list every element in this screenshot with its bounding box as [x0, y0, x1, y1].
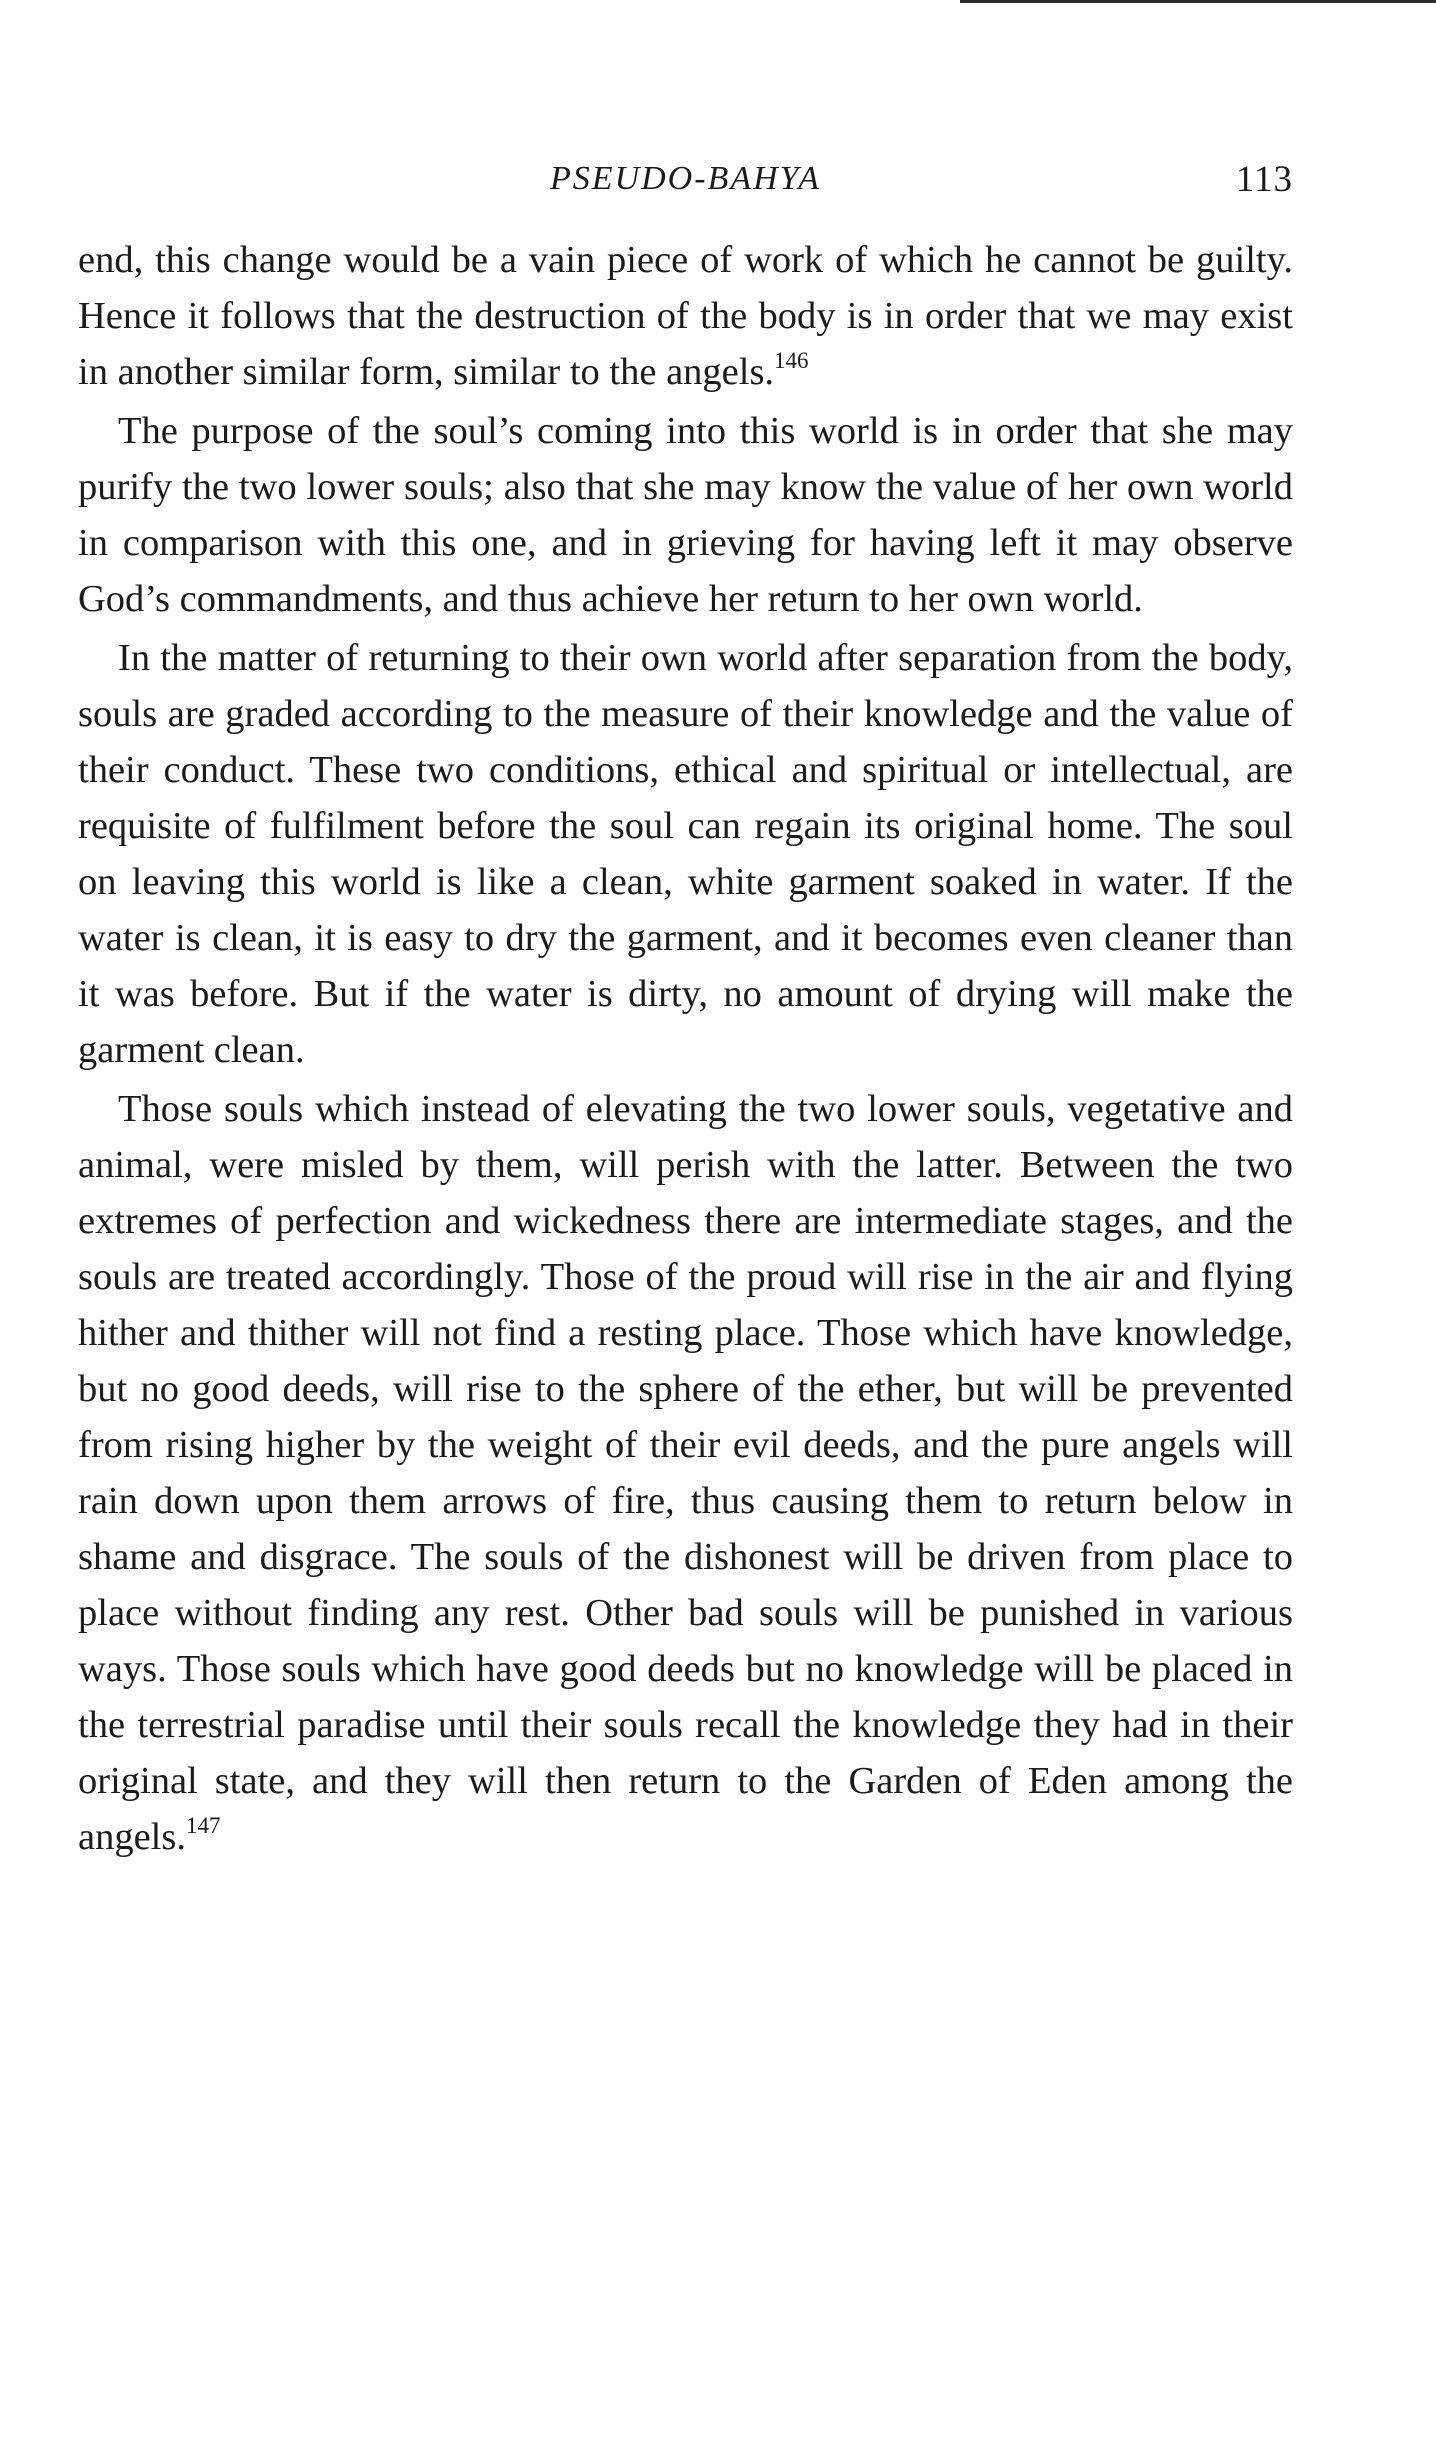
paragraph-text: In the matter of returning to their own world after separation from the body, souls are graded according to the measure of their knowledge and the value of their conduct. These two conditions, ethical and spiritual or intellectual, are requisite of fulfilment before the soul can regain its original home. The soul on leaving this world is like a clean, white garment soaked in water. If the water is clean, it is easy to dry the garment, and it becomes even cleaner than it was before. But if the water is dirty, no amount of drying will make the garment clean. [78, 637, 1293, 1071]
paragraph-text: end, this change would be a vain piece of work of which he cannot be guilty. Hence it follows that the destruction of the body is in order that we may exist in another similar form, similar to the angels. [78, 239, 1293, 393]
running-head [78, 150, 1293, 210]
running-title: PSEUDO-BAHYA [550, 160, 821, 197]
body-text [78, 232, 1293, 1865]
page-number: 113 [1235, 159, 1293, 200]
paragraph-2 [78, 403, 1293, 627]
footnote-ref-147: 147 [185, 1813, 221, 1838]
paragraph-3 [78, 630, 1293, 1078]
paragraph-1 [78, 232, 1293, 400]
paragraph-text: Those souls which instead of elevating the two lower souls, vegetative and animal, were misled by them, will perish with the latter. Between the two extremes of perfection and wickedness there are intermediate stages, and the souls are treated accordingly. Those of the proud will rise in the air and flying hither and thither will not find a resting place. Those which have knowledge, but no good deeds, will rise to the sphere of the ether, but will be prevented from rising higher by the weight of their evil deeds, and the pure angels will rain down upon them arrows of fire, thus causing them to return below in shame and disgrace. The souls of the dishonest will be driven from place to place without finding any rest. Other bad souls will be punished in various ways. Those souls which have good deeds but no knowledge will be placed in the terrestrial paradise until their souls recall the knowledge they had in their original state, and they will then return to the Garden of Eden among the angels. [78, 1088, 1293, 1858]
paragraph-text: The purpose of the soul’s coming into this world is in order that she may purify the two lower souls; also that she may know the value of her own world in comparison with this one, and in grieving for having left it may observe God’s commandments, and thus achieve her return to her own world. [78, 410, 1293, 620]
top-edge-rule [960, 0, 1436, 3]
footnote-ref-146: 146 [774, 348, 809, 373]
book-page [78, 150, 1293, 1865]
paragraph-4 [78, 1081, 1293, 1865]
